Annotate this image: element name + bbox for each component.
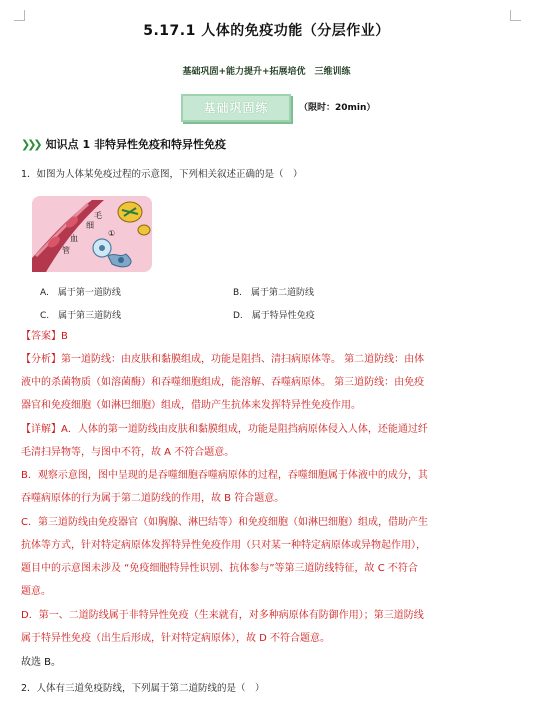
option-b[interactable]: B. 属于第二道防线	[233, 288, 315, 298]
detail-line-9: D．第一、二道防线属于非特异性免疫（生来就有，对多种病原体有防御作用）；第三道防线	[21, 610, 424, 621]
detail-line-7: 题目中的示意图未涉及 “免疫细胞特异性识别、抗体参与”等第三道防线特征，故 C 不符合	[21, 563, 418, 574]
figure-label-xue: 血	[70, 234, 78, 243]
figure-label-circled-one: ①	[108, 229, 116, 238]
page-title: 5.17.1 人体的免疫功能（分层作业）	[143, 23, 390, 39]
option-c[interactable]: C. 属于第三道防线	[40, 311, 122, 321]
section-badge: 基础巩固练	[181, 94, 291, 122]
detail-line-4: 吞噬病原体的行为属于第二道防线的作用，故 B 符合题意。	[21, 493, 285, 504]
detail-line-5: C．第三道防线由免疫器官（如胸腺、淋巴结等）和免疫细胞（如淋巴细胞）组成，借助产生	[21, 517, 428, 528]
detail-line-6: 抗体等方式，针对特定病原体发挥特异性免疫作用（只对某一种特定病原体或异物起作用），	[21, 540, 426, 551]
figure-label-guan: 管	[62, 246, 70, 255]
detail-line-10: 属于特异性免疫（出生后形成，针对特定病原体），故 D 不符合题意。	[21, 633, 331, 644]
immune-process-illustration	[32, 196, 152, 272]
answer-line: 【答案】B	[21, 331, 68, 342]
detail-line-1: 【详解】A．人体的第一道防线由皮肤和黏膜组成，功能是阻挡病原体侵入人体，还能通过纤	[21, 424, 428, 435]
option-a[interactable]: A. 属于第一道防线	[40, 288, 121, 298]
option-d[interactable]: D. 属于特异性免疫	[233, 311, 315, 321]
double-chevron-icon: ❯❯❯	[21, 137, 40, 151]
time-limit: （限时：20min）	[299, 103, 376, 113]
question-1-stem: 1．如图为人体某免疫过程的示意图，下列相关叙述正确的是（ ）	[21, 169, 303, 180]
analysis-line-2: 液中的杀菌物质（如溶菌酶）和吞噬细胞组成，能溶解、吞噬病原体。 第三道防线：由免疫	[21, 377, 425, 388]
knowledge-point-heading	[21, 136, 226, 152]
figure-label-mao: 毛	[94, 211, 102, 220]
detail-line-3: B．观察示意图，图中呈现的是吞噬细胞吞噬病原体的过程，吞噬细胞属于体液中的成分，其	[21, 470, 428, 481]
detail-line-2: 毛清扫异物等，与图中不符，故 A 不符合题意。	[21, 447, 235, 458]
question-2-stem: 2．人体有三道免疫防线，下列属于第二道防线的是（ ）	[21, 683, 265, 694]
detail-line-8: 题意。	[21, 586, 51, 597]
analysis-line-3: 器官和免疫细胞（如淋巴细胞）组成，借助产生抗体来发挥特异性免疫作用。	[21, 400, 361, 411]
conclusion-line: 故选 B。	[21, 657, 62, 668]
page-subtitle: 基础巩固+能力提升+拓展培优 三维训练	[182, 67, 351, 77]
figure-label-xi: 细	[86, 221, 94, 230]
knowledge-point-label: 知识点 1 非特异性免疫和特异性免疫	[45, 138, 226, 151]
analysis-line-1: 【分析】第一道防线：由皮肤和黏膜组成，功能是阻挡、清扫病原体等。 第二道防线：由体	[21, 354, 425, 365]
